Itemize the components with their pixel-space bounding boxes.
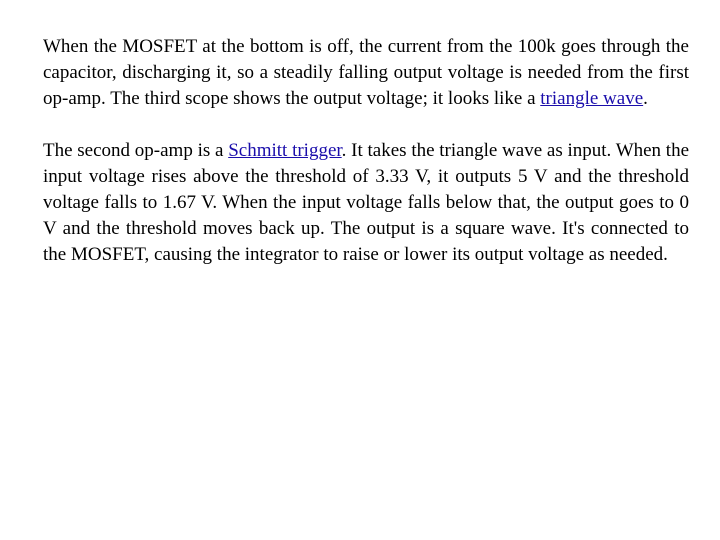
paragraph-integrator [43,34,689,112]
paragraph-schmitt-text: The second op-amp is a [43,140,229,161]
paragraph-integrator-end: . [643,88,648,109]
document-body [43,34,689,268]
paragraph-schmitt-trigger [43,138,689,268]
paragraph-schmitt-end: . It takes the triangle wave as input. When the input voltage rises above the threshold of 3.33 V, it outputs 5 V and the threshold voltage falls to 1.67 V. When the input voltage falls below that, the output goes to 0 V and the threshold moves back up. The output is a square wave. It's connected to the MOSFET, causing the integrator to raise or lower its output voltage as needed. [43,140,690,265]
schmitt-trigger-link[interactable]: Schmitt trigger [228,140,342,161]
paragraph-integrator-text: When the MOSFET at the bottom is off, the current from the 100k goes through the capacitor, discharging it, so a steadily falling output voltage is needed from the first op-amp. The third scope shows the output voltage; it looks like a [43,36,689,109]
triangle-wave-link[interactable]: triangle wave [540,88,644,109]
